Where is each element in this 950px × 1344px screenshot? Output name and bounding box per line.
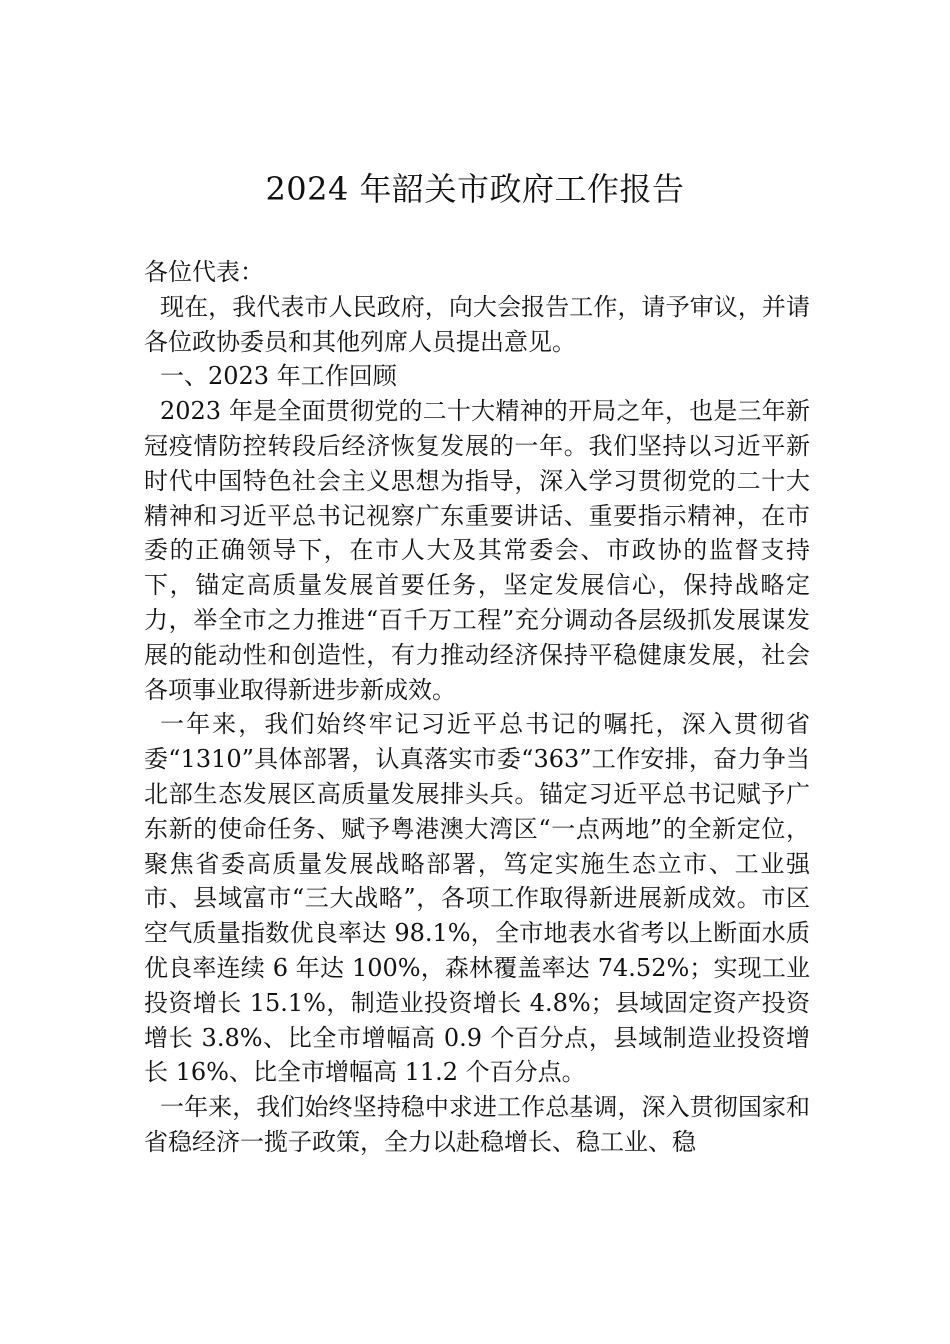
paragraph-intro: 现在，我代表市人民政府，向大会报告工作，请予审议，并请各位政协委员和其他列席人员提出意见。	[144, 292, 810, 356]
document-title: 2024 年韶关市政府工作报告	[265, 170, 685, 208]
document-body	[144, 255, 810, 1160]
salutation: 各位代表：	[144, 258, 264, 286]
paragraph-economy: 一年来，我们始终坚持稳中求进工作总基调，深入贯彻国家和省稳经济一揽子政策，全力以赴稳增长、稳工业、稳	[144, 1093, 810, 1156]
paragraph-achievements: 一年来，我们始终牢记习近平总书记的嘱托，深入贯彻省委“1310”具体部署，认真落实市委“363”工作安排，奋力争当北部生态发展区高质量发展排头兵。锚定习近平总书记赋予广东新的使命任务、赋予粤港澳大湾区“一点两地”的全新定位，聚焦省委高质量发展战略部署，笃定实施生态立市、工业强市、县域富市“三大战略”，各项工作取得新进展新成效。市区空气质量指数优良率达 98.1%，全市地表水省考以上断面水质优良率连续 6 年达 100%，森林覆盖率达 74.52%；实现工业投资增长 15.1%，制造业投资增长 4.8%；县域固定资产投资增长 3.8%、比全市增幅高 0.9 个百分点，县域制造业投资增长 16%、比全市增幅高 11.2 个百分点。	[144, 710, 810, 1087]
section-heading: 一、2023 年工作回顾	[160, 362, 397, 391]
paragraph-overview: 2023 年是全面贯彻党的二十大精神的开局之年，也是三年新冠疫情防控转段后经济恢复发展的一年。我们坚持以习近平新时代中国特色社会主义思想为指导，深入学习贯彻党的二十大精神和习近平总书记视察广东重要讲话、重要指示精神，在市委的正确领导下，在市人大及其常委会、市政协的监督支持下，锚定高质量发展首要任务，坚定发展信心，保持战略定力，举全市之力推进“百千万工程”充分调动各层级抓发展谋发展的能动性和创造性，有力推动经济保持平稳健康发展，社会各项事业取得新进步新成效。	[144, 397, 810, 704]
